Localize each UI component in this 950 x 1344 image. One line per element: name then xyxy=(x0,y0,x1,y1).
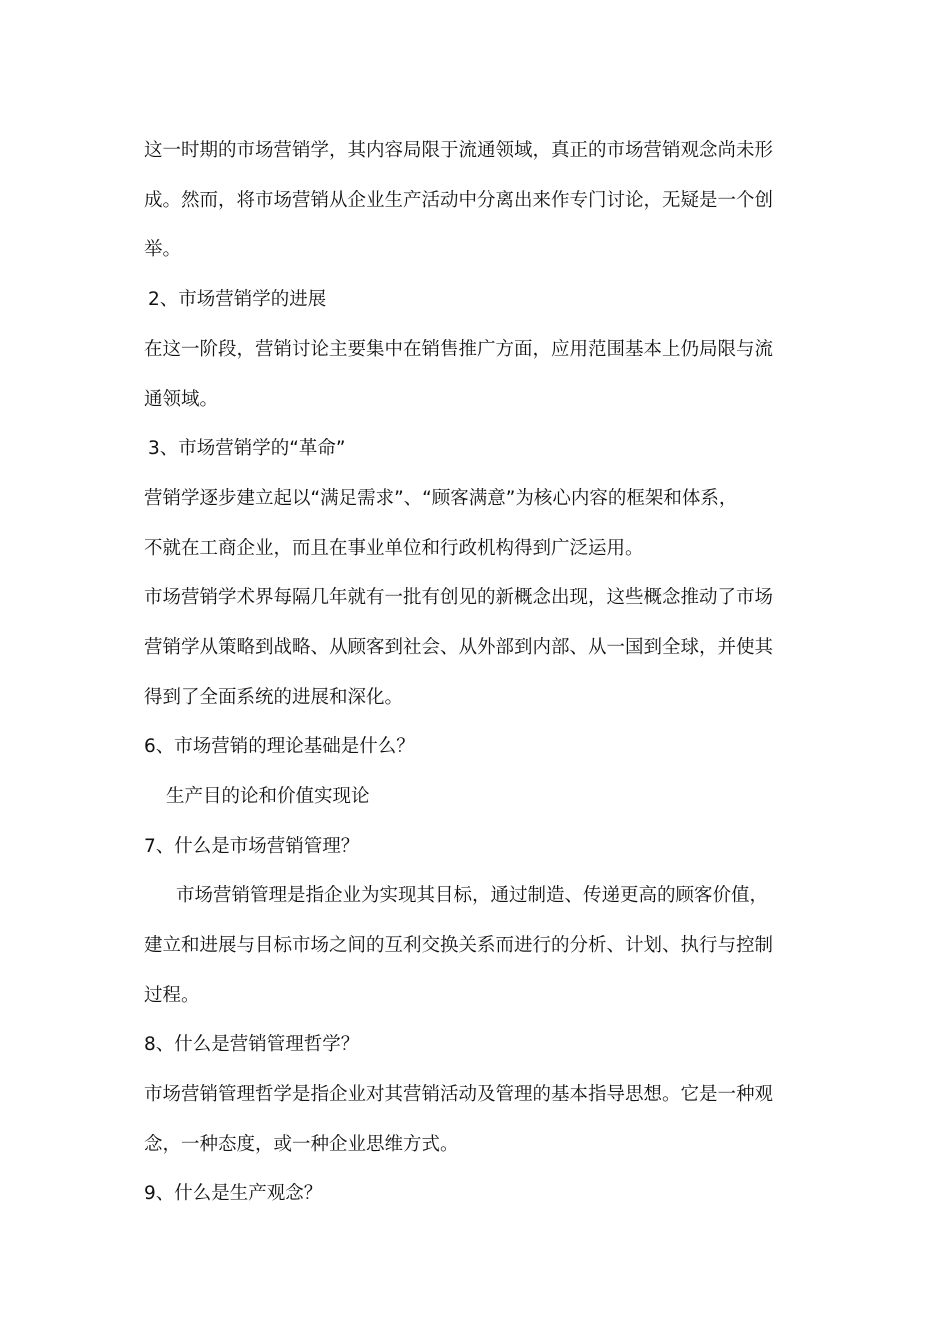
answer-line: 念，一种态度，或一种企业思维方式。 xyxy=(144,1134,459,1155)
paragraph-line: 不就在工商企业，而且在事业单位和行政机构得到广泛运用。 xyxy=(144,538,644,559)
answer-line: 市场营销管理是指企业为实现其目标，通过制造、传递更高的顾客价值， xyxy=(176,885,769,906)
question-heading: 7、什么是市场营销管理？ xyxy=(144,836,360,857)
paragraph-line: 得到了全面系统的进展和深化。 xyxy=(144,687,404,708)
paragraph-line: 举。 xyxy=(144,239,182,260)
paragraph-line: 在这一阶段，营销讨论主要集中在销售推广方面，应用范围基本上仍局限与流 xyxy=(144,339,774,360)
question-heading: 9、什么是生产观念？ xyxy=(144,1183,323,1204)
paragraph-line: 市场营销学术界每隔几年就有一批有创见的新概念出现，这些概念推动了市场 xyxy=(144,587,774,608)
paragraph-line: 成。然而，将市场营销从企业生产活动中分离出来作专门讨论，无疑是一个创 xyxy=(144,190,774,211)
paragraph-line: 营销学逐步建立起以“满足需求”、“顾客满意”为核心内容的框架和体系， xyxy=(144,488,738,509)
answer-line: 生产目的论和价值实现论 xyxy=(166,786,370,807)
answer-line: 过程。 xyxy=(144,985,200,1006)
answer-line: 建立和进展与目标市场之间的互利交换关系而进行的分析、计划、执行与控制 xyxy=(144,935,774,956)
section-heading: 2、市场营销学的进展 xyxy=(148,289,327,310)
section-heading: 3、市场营销学的“革命” xyxy=(148,438,346,459)
paragraph-line: 这一时期的市场营销学，其内容局限于流通领域，真正的市场营销观念尚未形 xyxy=(144,140,774,161)
answer-line: 市场营销管理哲学是指企业对其营销活动及管理的基本指导思想。它是一种观 xyxy=(144,1084,774,1105)
paragraph-line: 营销学从策略到战略、从顾客到社会、从外部到内部、从一国到全球，并使其 xyxy=(144,637,774,658)
paragraph-line: 通领域。 xyxy=(144,389,219,410)
question-heading: 6、市场营销的理论基础是什么？ xyxy=(144,736,415,757)
question-heading: 8、什么是营销管理哲学？ xyxy=(144,1034,360,1055)
